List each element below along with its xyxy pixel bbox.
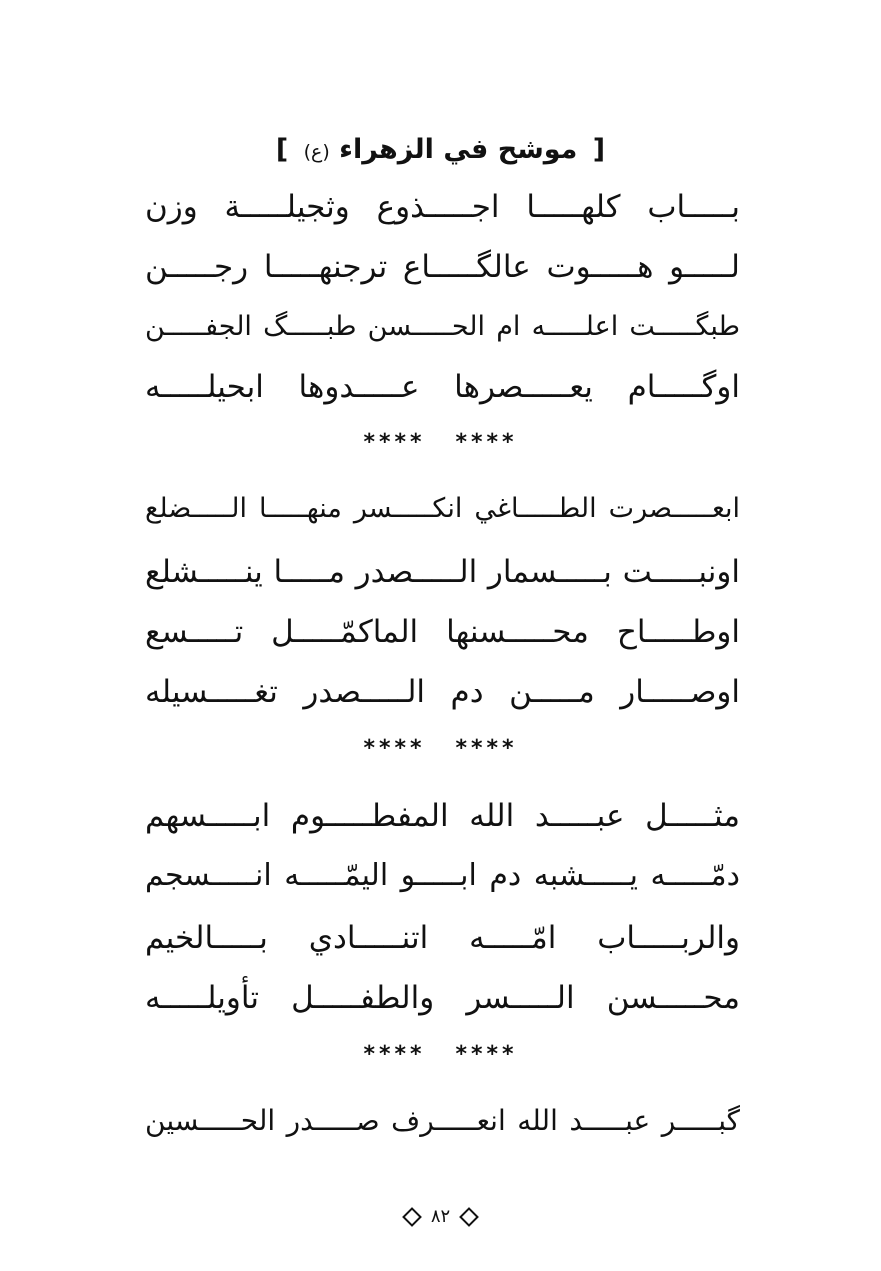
separator-stars-right: ****: [363, 430, 426, 455]
verse-line: ابعـــــصرت الطـــــاغي انكـــــسر منهـــــا الـــــضلع: [145, 493, 740, 524]
verse-line: اوطـــــاح محـــــسنها الماكمّـــــل تـــــسع: [145, 614, 740, 650]
page-number-footer: [0, 1202, 881, 1232]
separator-stars-left: ****: [455, 736, 518, 761]
verse-line: طبگـــــت اعلـــــه ام الحـــــسن طبـــــگ الجفـــــن: [145, 311, 740, 342]
verse-line: والربـــــاب امّـــــه اتنـــــادي بـــــالخيم: [145, 920, 740, 956]
separator-stars-right: ****: [363, 736, 426, 761]
stanza-separator: [0, 1040, 881, 1070]
stanza-separator: [0, 734, 881, 764]
verse-line: لـــــو هـــــوت عالگـــــاع ترجنهـــــا رجـــــن: [145, 249, 740, 285]
ornament-icon: [402, 1207, 422, 1227]
separator-stars-left: ****: [455, 430, 518, 455]
separator-stars-left: ****: [455, 1042, 518, 1067]
stanza-separator: [0, 428, 881, 458]
verse-line: دمّـــــه يـــــشبه دم ابـــــو اليمّـــــه انـــــسجم: [145, 858, 740, 893]
verse-line: اوصـــــار مـــــن دم الـــــصدر تغـــــسيله: [145, 674, 740, 710]
verse-line: گبـــــر عبـــــد الله انعـــــرف صـــــدر الحـــــسين: [145, 1104, 740, 1137]
verse-line: مثـــــل عبـــــد الله المفطـــــوم ابـــــسهم: [145, 798, 740, 834]
ornament-icon: [459, 1207, 479, 1227]
title-subscript: (ع): [303, 141, 330, 163]
title-text: موشح في الزهراء: [339, 134, 578, 165]
title-open-bracket: [: [592, 134, 606, 165]
title-close-bracket: ]: [275, 134, 289, 165]
separator-stars-right: ****: [363, 1042, 426, 1067]
page-number: ٨٢: [430, 1206, 451, 1227]
verse-line: محـــــسن الـــــسر والطفـــــل تأويلـــــه: [145, 980, 740, 1016]
poem-title: [0, 128, 881, 174]
verse-line: اونبـــــت بـــــسمار الـــــصدر مـــــا ينـــــشلع: [145, 554, 740, 590]
verse-line: بـــــاب كلهـــــا اجـــــذوع وثجيلـــــة وزن: [145, 189, 740, 225]
verse-line: اوگـــــام يعـــــصرها عـــــدوها ابحيلـــــه: [145, 369, 740, 405]
